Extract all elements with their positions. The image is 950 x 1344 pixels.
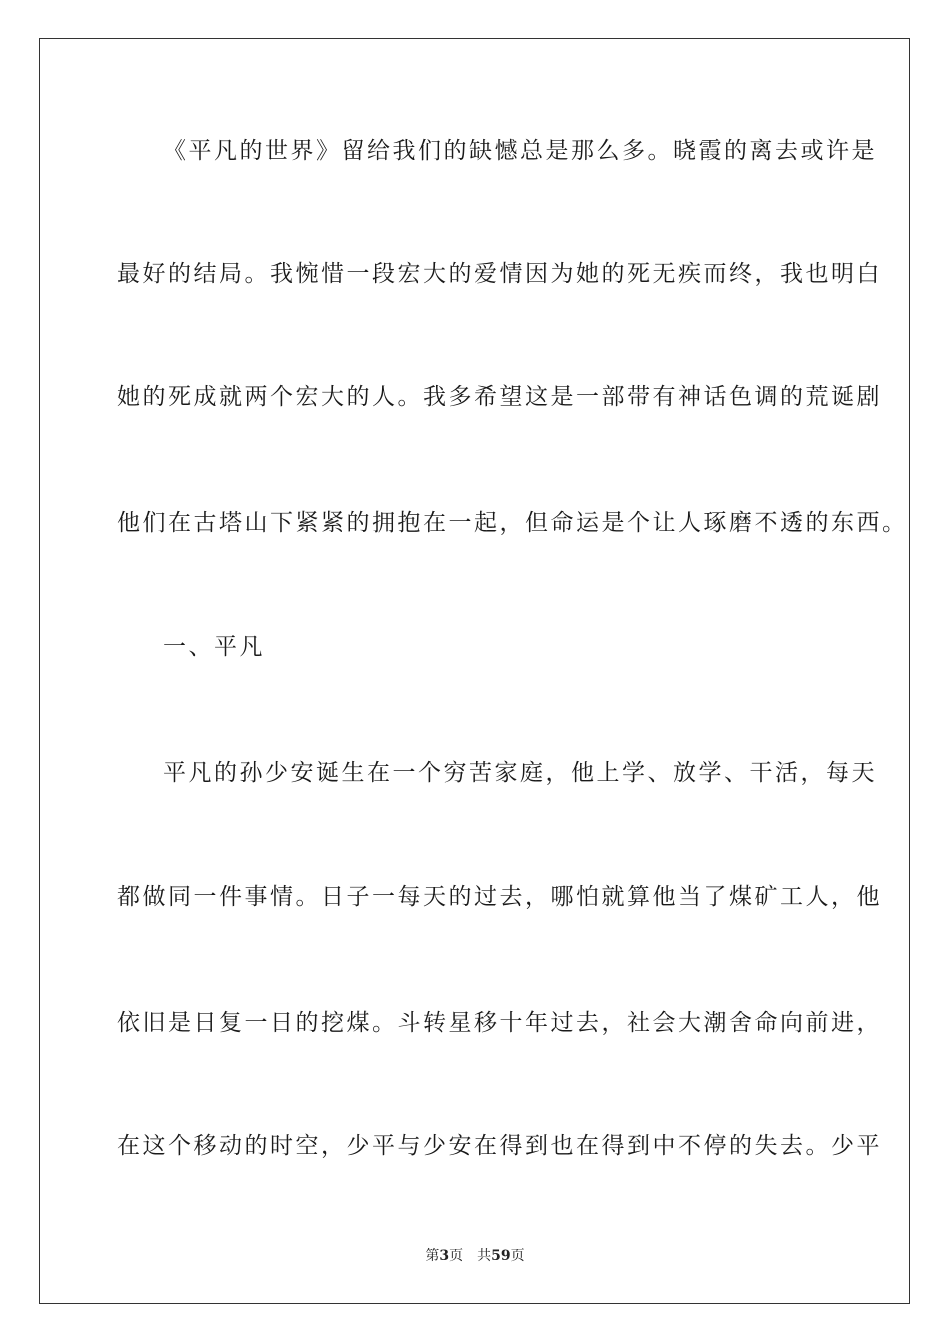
text-line: 他们在古塔山下紧紧的拥抱在一起，但命运是个让人琢磨不透的东西。 xyxy=(117,510,908,536)
text-line: 在这个移动的时空，少平与少安在得到也在得到中不停的失去。少平 xyxy=(117,1133,882,1159)
total-suffix: 页 xyxy=(510,1248,525,1264)
text-line: 依旧是日复一日的挖煤。斗转星移十年过去，社会大潮舍命向前进， xyxy=(117,1010,882,1036)
text-line: 她的死成就两个宏大的人。我多希望这是一部带有神话色调的荒诞剧 xyxy=(117,384,882,410)
total-pages: 59 xyxy=(491,1248,511,1264)
text-line: 平凡的孙少安诞生在一个穷苦家庭，他上学、放学、干活，每天 xyxy=(163,760,877,786)
page-suffix: 页 xyxy=(449,1248,464,1264)
total-prefix: 共 xyxy=(477,1248,492,1264)
page-footer xyxy=(0,1247,950,1265)
section-heading: 一、平凡 xyxy=(163,634,265,660)
text-line: 《平凡的世界》留给我们的缺憾总是那么多。晓霞的离去或许是 xyxy=(163,138,877,164)
page-prefix: 第 xyxy=(425,1248,440,1264)
text-line: 最好的结局。我惋惜一段宏大的爱情因为她的死无疾而终，我也明白 xyxy=(117,261,882,287)
page-number: 3 xyxy=(439,1248,450,1264)
page-border xyxy=(39,38,910,1304)
text-line: 都做同一件事情。日子一每天的过去，哪怕就算他当了煤矿工人，他 xyxy=(117,884,882,910)
